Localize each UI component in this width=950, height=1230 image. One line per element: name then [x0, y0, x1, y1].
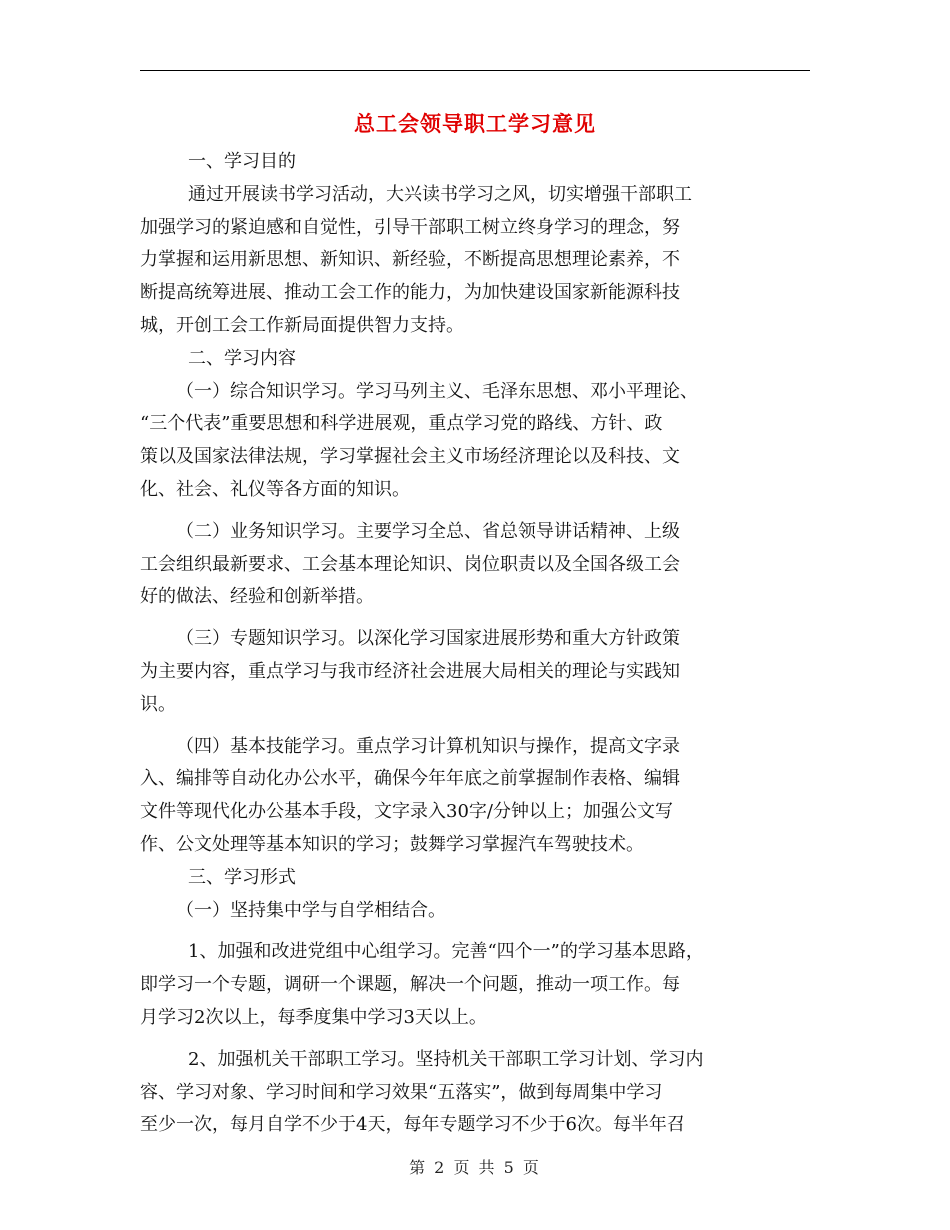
subheading-combined-study	[140, 895, 810, 928]
text-line: 加强学习的紧迫感和自觉性，引导干部职工树立终身学习的理念，努	[140, 216, 680, 238]
text-line: “三个代表”重要思想和科学进展观，重点学习党的路线、方针、政	[140, 413, 663, 435]
page-footer: 第 2 页 共 5 页	[409, 1158, 541, 1177]
text-line: 工会组织最新要求、工会基本理论知识、岗位职责以及全国各级工会	[140, 553, 680, 575]
text-line: 月学习2次以上，每季度集中学习3天以上。	[140, 1006, 487, 1028]
text-line: 好的做法、经验和创新举措。	[140, 586, 374, 608]
text-line: （二）业务知识学习。主要学习全总、省总领导讲话精神、上级	[176, 520, 680, 542]
text-line: 2、加强机关干部职工学习。坚持机关干部职工学习计划、学习内	[188, 1048, 704, 1070]
paragraph-purpose	[140, 179, 810, 343]
text-line: （一）坚持集中学与自学相结合。	[176, 899, 446, 921]
text-line: 容、学习对象、学习时间和学习效果“五落实”，做到每周集中学习	[140, 1081, 663, 1103]
text-line: 三、学习形式	[188, 866, 296, 888]
text-line: 化、社会、礼仪等各方面的知识。	[140, 478, 410, 500]
text-line: 即学习一个专题，调研一个课题，解决一个问题，推动一项工作。每	[140, 974, 680, 996]
paragraph-basic-skills	[140, 731, 810, 862]
text-line: （三）专题知识学习。以深化学习国家进展形势和重大方针政策	[176, 628, 680, 650]
header-rule	[140, 70, 810, 71]
text-line: 识。	[140, 693, 176, 715]
text-line: （四）基本技能学习。重点学习计算机知识与操作，提高文字录	[176, 735, 680, 757]
text-line: 城，开创工会工作新局面提供智力支持。	[140, 314, 464, 336]
text-line: 至少一次，每月自学不少于4天，每年专题学习不少于6次。每半年召	[140, 1114, 685, 1136]
text-line: 力掌握和运用新思想、新知识、新经验，不断提高思想理论素养，不	[140, 249, 680, 271]
paragraph-general-knowledge	[140, 376, 810, 507]
text-line: （一）综合知识学习。学习马列主义、毛泽东思想、邓小平理论、	[176, 380, 698, 402]
paragraph-business-knowledge	[140, 516, 810, 614]
text-line: 1、加强和改进党组中心组学习。完善“四个一”的学习基本思路，	[188, 941, 704, 963]
text-line: 断提高统筹进展、推动工会工作的能力，为加快建设国家新能源科技	[140, 282, 680, 304]
paragraph-central-group	[140, 936, 810, 1034]
text-line: 一、学习目的	[188, 151, 296, 172]
text-line: 为主要内容，重点学习与我市经济社会进展大局相关的理论与实践知	[140, 660, 680, 682]
text-line: 二、学习内容	[188, 347, 296, 369]
heading-content	[140, 343, 810, 376]
text-line: 策以及国家法律法规，学习掌握社会主义市场经济理论以及科技、文	[140, 446, 680, 468]
paragraph-staff-study	[140, 1044, 810, 1142]
text-line: 文件等现代化办公基本手段，文字录入30字/分钟以上；加强公文写	[140, 801, 673, 823]
document-title: 总工会领导职工学习意见	[354, 111, 596, 136]
text-line: 入、编排等自动化办公水平，确保今年年底之前掌握制作表格、编辑	[140, 768, 680, 790]
paragraph-topic-knowledge	[140, 623, 810, 721]
text-line: 通过开展读书学习活动，大兴读书学习之风，切实增强干部职工	[188, 183, 692, 205]
text-line: 作、公文处理等基本知识的学习；鼓舞学习掌握汽车驾驶技术。	[140, 833, 644, 855]
document-body	[140, 146, 810, 1142]
heading-purpose	[140, 146, 810, 179]
heading-form	[140, 862, 810, 895]
